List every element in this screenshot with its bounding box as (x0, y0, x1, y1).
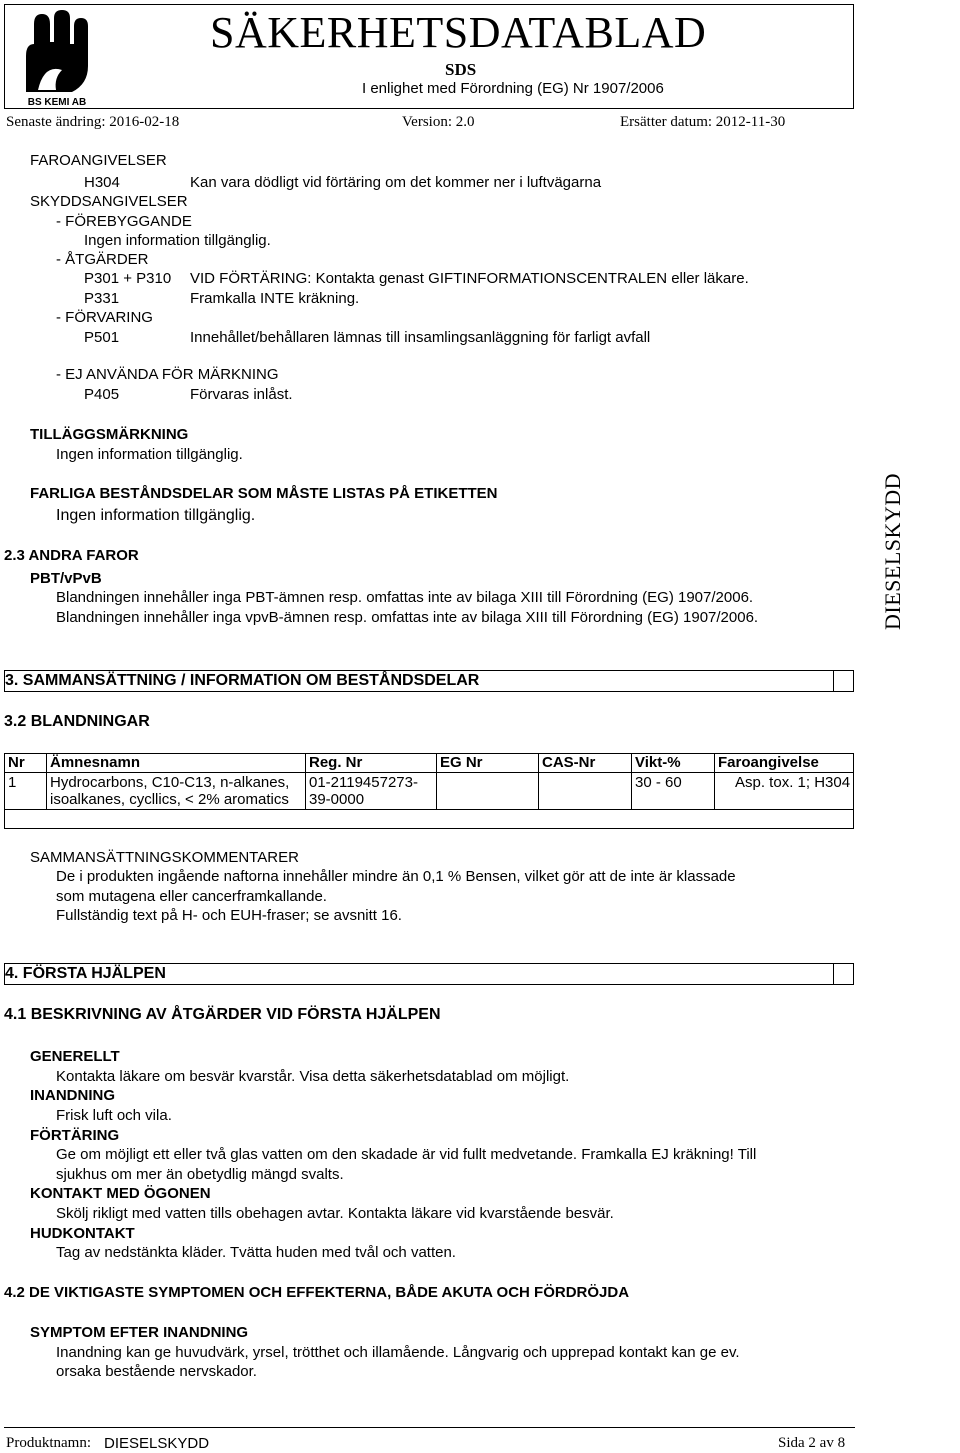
eye-contact-text: Skölj rikligt med vatten tills obehagen avtar. Kontakta läkare vid kvarstående besvär. (56, 1205, 614, 1222)
last-changed-date: Senaste ändring: 2016-02-18 (6, 114, 180, 130)
svg-text:BS KEMI AB: BS KEMI AB (27, 97, 87, 108)
table-header-reg-nr: Reg. Nr (309, 754, 363, 771)
table-header-eg-nr: EG Nr (440, 754, 483, 771)
table-header-hazard: Faroangivelse (718, 754, 819, 771)
section4-title: 4. FÖRSTA HJÄLPEN (5, 965, 166, 982)
section3-title: 3. SAMMANSÄTTNING / INFORMATION OM BESTÅNDSDELAR (5, 672, 480, 689)
symptom-inhalation-line2: orsaka bestående nervskador. (56, 1363, 257, 1380)
table-header-weight: Vikt-% (635, 754, 681, 771)
footer-product-label: Produktnamn: (6, 1435, 91, 1451)
side-product-label: DIESELSKYDD (880, 472, 905, 630)
table-header-substance: Ämnesnamn (50, 754, 141, 771)
vpvb-statement: Blandningen innehåller inga vpvB-ämnen resp. omfattas inte av bilaga XIII till Förordning (EG) 1907/2006. (56, 609, 759, 626)
inhalation-heading: INANDNING (30, 1087, 115, 1104)
general-text: Kontakta läkare om besvär kvarstår. Visa detta säkerhetsdatablad om möjligt. (56, 1068, 570, 1085)
section4-title-bar (4, 963, 854, 985)
skyddsangivelser-heading: SKYDDSANGIVELSER (30, 193, 188, 210)
p331-code: P331 (84, 290, 120, 307)
eye-contact-heading: KONTAKT MED ÖGONEN (30, 1185, 211, 1202)
footer-divider (4, 1427, 855, 1428)
section3-title-cell (833, 671, 853, 691)
table-header-cas-nr: CAS-Nr (542, 754, 596, 771)
pbt-statement: Blandningen innehåller inga PBT-ämnen resp. omfattas inte av bilaga XIII till Förordning (EG) 1907/2006. (56, 589, 754, 606)
other-hazards-heading: 2.3 ANDRA FAROR (4, 547, 139, 564)
inhalation-text: Frisk luft och vila. (56, 1107, 172, 1124)
row-substance-line1: Hydrocarbons, C10-C13, n-alkanes, (50, 774, 290, 791)
footer-page-number: Sida 2 av 8 (778, 1435, 846, 1451)
section4-1-heading: 4.1 BESKRIVNING AV ÅTGÄRDER VID FÖRSTA HJÄLPEN (4, 1006, 441, 1023)
ingestion-text-line2: sjukhus om mer än obetydlig mängd svalts. (56, 1166, 344, 1183)
replaces-date: Ersätter datum: 2012-11-30 (620, 114, 786, 130)
section4-2-heading: 4.2 DE VIKTIGASTE SYMPTOMEN OCH EFFEKTERNA, BÅDE AKUTA OCH FÖRDRÖJDA (4, 1284, 630, 1301)
ingestion-text-line1: Ge om möjligt ett eller två glas vatten om den skadade är vid fullt medvetande. Framkalla EJ kräkning! Till (56, 1146, 757, 1163)
p405-code: P405 (84, 386, 120, 403)
skin-contact-heading: HUDKONTAKT (30, 1225, 135, 1242)
document-title: SÄKERHETSDATABLAD (210, 8, 707, 57)
supplementary-text: Ingen information tillgänglig. (56, 446, 243, 463)
row-nr: 1 (8, 774, 17, 791)
row-reg-nr-line2: 39-0000 (309, 791, 365, 808)
symptom-inhalation-heading: SYMPTOM EFTER INANDNING (30, 1324, 249, 1341)
label-components-heading: FARLIGA BESTÅNDSDELAR SOM MÅSTE LISTAS PÅ ETIKETTEN (30, 485, 498, 502)
p501-statement: Innehållet/behållaren lämnas till insamlingsanläggning för farligt avfall (190, 329, 651, 346)
composition-comments-line1: De i produkten ingående naftorna innehåller mindre än 0,1 % Bensen, vilket gör att de inte är klassade (56, 868, 736, 885)
faroangivelser-heading: FAROANGIVELSER (30, 152, 167, 169)
label-components-text: Ingen information tillgänglig. (56, 507, 256, 524)
not-for-labelling-heading: - EJ ANVÄNDA FÖR MÄRKNING (56, 366, 279, 383)
h-statement: Kan vara dödligt vid förtäring om det kommer ner i luftvägarna (190, 174, 602, 191)
general-heading: GENERELLT (30, 1048, 120, 1065)
p501-code: P501 (84, 329, 120, 346)
row-reg-nr-line1: 01-2119457273- (309, 774, 418, 791)
document-type-label: SDS (445, 60, 477, 79)
section3-title-bar (4, 670, 854, 692)
response-label: - ÅTGÄRDER (56, 251, 149, 268)
p301-statement: VID FÖRTÄRING: Kontakta genast GIFTINFORMATIONSCENTRALEN eller läkare. (190, 270, 749, 287)
prevention-text: Ingen information tillgänglig. (84, 232, 271, 249)
composition-comments-line3: Fullständig text på H- och EUH-fraser; se avsnitt 16. (56, 907, 402, 924)
footer-product-name: DIESELSKYDD (104, 1435, 210, 1452)
composition-comments-line2: som mutagena eller cancerframkallande. (56, 888, 327, 905)
p405-statement: Förvaras inlåst. (190, 386, 293, 403)
p301-code: P301 + P310 (84, 270, 172, 287)
symptom-inhalation-line1: Inandning kan ge huvudvärk, yrsel, trötthet och illamående. Långvarig och upprepad kontakt kan ge ev. (56, 1344, 740, 1361)
skin-contact-text: Tag av nedstänkta kläder. Tvätta huden med tvål och vatten. (56, 1244, 456, 1261)
p331-statement: Framkalla INTE kräkning. (190, 290, 360, 307)
row-substance-line2: isoalkanes, cycllics, < 2% aromatics (50, 791, 289, 808)
supplementary-heading: TILLÄGGSMÄRKNING (30, 426, 189, 443)
version-label: Version: 2.0 (402, 114, 475, 130)
h-code: H304 (84, 174, 120, 191)
row-weight: 30 - 60 (635, 774, 682, 791)
section4-title-cell (833, 964, 853, 984)
prevention-label: - FÖREBYGGANDE (56, 213, 192, 230)
pbt-heading: PBT/vPvB (30, 570, 102, 587)
composition-comments-heading: SAMMANSÄTTNINGSKOMMENTARER (30, 849, 299, 866)
composition-table (4, 753, 854, 829)
row-hazard: Asp. tox. 1; H304 (735, 774, 851, 791)
ingestion-heading: FÖRTÄRING (30, 1127, 120, 1144)
section3-subheading: 3.2 BLANDNINGAR (4, 713, 150, 730)
storage-label: - FÖRVARING (56, 309, 153, 326)
regulation-reference: I enlighet med Förordning (EG) Nr 1907/2006 (362, 80, 664, 97)
company-logo (4, 4, 109, 109)
table-header-nr: Nr (8, 754, 25, 771)
